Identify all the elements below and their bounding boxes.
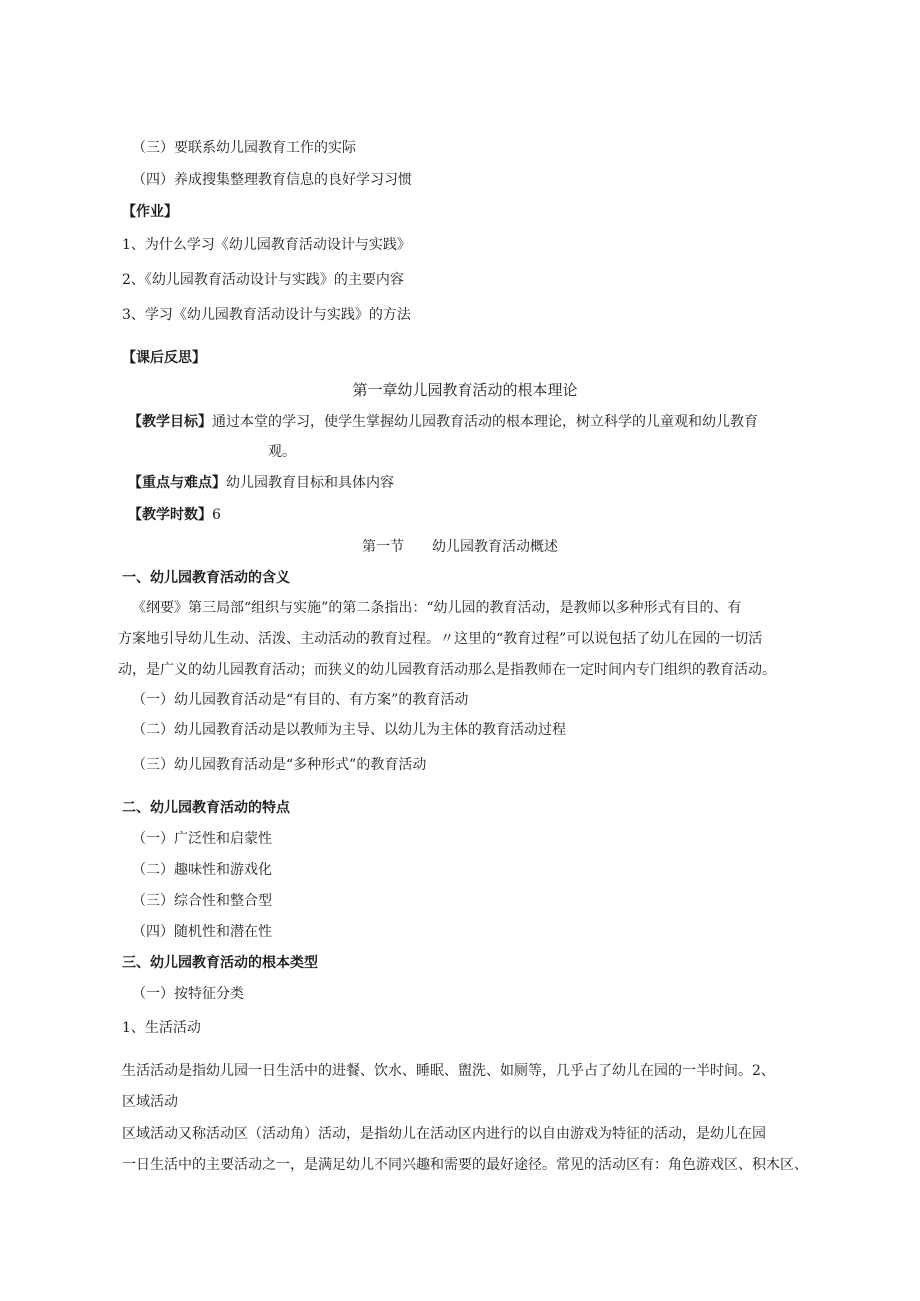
paragraph-line: 一日生活中的主要活动之一，是满足幼儿不同兴趣和需要的最好途径。常见的活动区有：角色游戏区、积木区、 <box>122 1157 808 1173</box>
heading-definition: 一、幼儿园教育活动的含义 <box>122 570 290 586</box>
list-item: （四）随机性和潜在性 <box>132 924 272 940</box>
section-title: 第一节 幼儿园教育活动概述 <box>362 539 558 555</box>
list-item: 3、学习《幼儿园教育活动设计与实践》的方法 <box>122 307 411 323</box>
paragraph-line: 方案地引导幼儿生动、活泼、主动活动的教育过程。〃这里的“教育过程”可以说包括了幼儿在园的一切活 <box>118 631 763 647</box>
heading-types: 三、幼儿园教育活动的根本类型 <box>122 955 318 971</box>
list-item: （二）幼儿园教育活动是以教师为主导、以幼儿为主体的教育活动过程 <box>132 722 566 738</box>
list-item: （一）广泛性和启蒙性 <box>132 831 272 847</box>
list-item: （一）按特征分类 <box>132 986 244 1002</box>
list-item: （三）幼儿园教育活动是“多种形式”的教育活动 <box>132 757 427 773</box>
chapter-title: 第一章幼儿园教育活动的根本理论 <box>352 381 578 399</box>
teaching-goal-label: 【教学目标】 <box>128 414 212 430</box>
section-heading-reflection: 【课后反思】 <box>122 350 206 366</box>
key-points-label: 【重点与难点】 <box>128 475 226 491</box>
paragraph-line: 《纲要》第三局部“组织与实施”的第二条指出：“幼儿园的教育活动，是教师以多种形式有目的、有 <box>132 600 742 616</box>
teaching-hours-value: 6 <box>212 507 221 523</box>
paragraph-line: 区域活动又称活动区（活动角）活动，是指幼儿在活动区内进行的以自由游戏为特征的活动，是幼儿在园 <box>122 1126 766 1142</box>
paragraph-line: 生活活动是指幼儿园一日生活中的进餐、饮水、睡眠、盥洗、如厕等，几乎占了幼儿在园的一半时间。2、 <box>122 1063 775 1079</box>
list-item: 2、《幼儿园教育活动设计与实践》的主要内容 <box>122 272 404 288</box>
teaching-hours-label: 【教学时数】 <box>128 507 212 523</box>
list-item: （一）幼儿园教育活动是“有目的、有方案”的教育活动 <box>132 692 469 708</box>
list-item: （三）要联系幼儿园教育工作的实际 <box>132 140 356 156</box>
teaching-goal-continuation: 观。 <box>268 444 296 460</box>
paragraph-line: 区域活动 <box>122 1094 178 1110</box>
list-item: 1、生活活动 <box>122 1020 201 1036</box>
paragraph-line: 动，是广义的幼儿园教育活动；而狭义的幼儿园教育活动那么是指教师在一定时间内专门组织的教育活动。 <box>118 662 776 678</box>
section-heading-homework: 【作业】 <box>122 204 178 220</box>
key-points <box>128 473 394 493</box>
list-item: 1、为什么学习《幼儿园教育活动设计与实践》 <box>122 237 411 253</box>
list-item: （二）趣味性和游戏化 <box>132 862 272 878</box>
key-points-text: 幼儿园教育目标和具体内容 <box>226 475 394 491</box>
heading-features: 二、幼儿园教育活动的特点 <box>122 800 290 816</box>
teaching-goal <box>128 412 758 432</box>
teaching-hours <box>128 505 221 525</box>
list-item: （三）综合性和整合型 <box>132 893 272 909</box>
list-item: （四）养成搜集整理教育信息的良好学习习惯 <box>132 172 412 188</box>
teaching-goal-text: 通过本堂的学习，使学生掌握幼儿园教育活动的根本理论，树立科学的儿童观和幼儿教育 <box>212 414 758 430</box>
